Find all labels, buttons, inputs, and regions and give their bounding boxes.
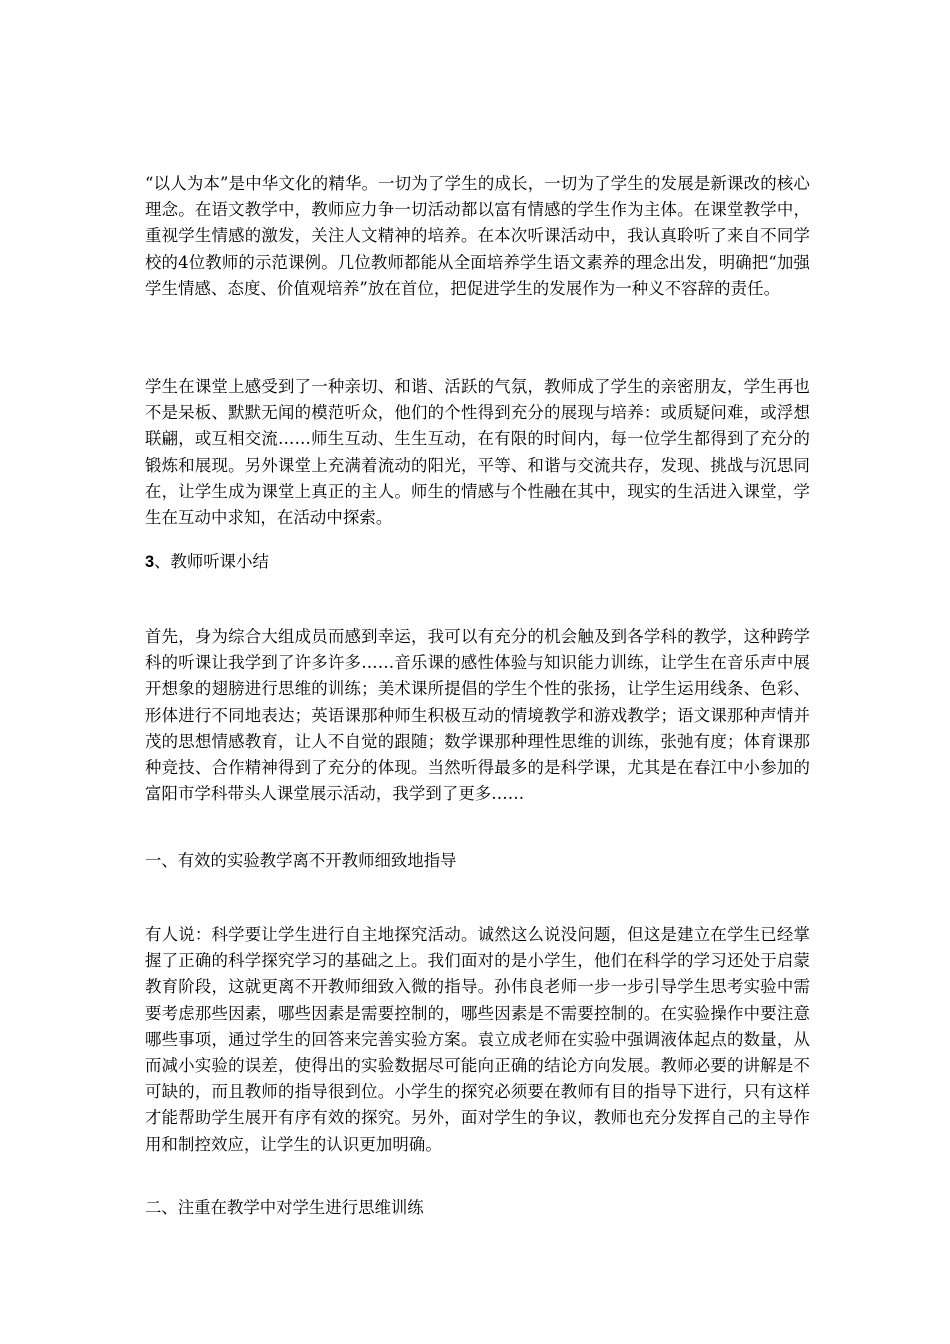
- subheading-thinking-training: 二、注重在教学中对学生进行思维训练: [145, 1198, 424, 1217]
- paragraph-cross-subject: 首先，身为综合大组成员而感到幸运，我可以有充分的机会触及到各学科的教学，这种跨学科的听课让我学到了许多许多……音乐课的感性体验与知识能力训练，让学生在音乐声中展开想象的翅膀进行思维的训练；美术课所提倡的学生个性的张扬，让学生运用线条、色彩、形体进行不同地表达；英语课那种师生积极互动的情境教学和游戏教学；语文课那种声情并茂的思想情感教育，让人不自觉的跟随；数学课那种理性思维的训练，张弛有度；体育课那种竞技、合作精神得到了充分的体现。当然听得最多的是科学课，尤其是在春江中小参加的富阳市学科带头人课堂展示活动，我学到了更多……: [145, 627, 810, 804]
- section-number: 3: [145, 553, 155, 571]
- subheading-experiment-guidance: 一、有效的实验教学离不开教师细致地指导: [145, 851, 457, 870]
- paragraph-people-oriented: “以人为本”是中华文化的精华。一切为了学生的成长，一切为了学生的发展是新课改的核心理念。在语文教学中，教师应力争一切活动都以富有情感的学生作为主体。在课堂教学中，重视学生情感的激发，关注人文精神的培养。在本次听课活动中，我认真聆听了来自不同学校的4位教师的示范课例。几位教师都能从全面培养学生语文素养的理念出发，明确把“加强学生情感、态度、价值观培养”放在首位，把促进学生的发展作为一种义不容辞的责任。: [145, 174, 810, 298]
- section-heading-3: [145, 549, 269, 575]
- paragraph-classroom-atmosphere: 学生在课堂上感受到了一种亲切、和谐、活跃的气氛，教师成了学生的亲密朋友，学生再也不是呆板、默默无闻的模范听众，他们的个性得到充分的展现与培养：或质疑问难，或浮想联翩，或互相交流……师生互动、生生互动，在有限的时间内，每一位学生都得到了充分的锻炼和展现。另外课堂上充满着流动的阳光，平等、和谐与交流共存，发现、挑战与沉思同在，让学生成为课堂上真正的主人。师生的情感与个性融在其中，现实的生活进入课堂，学生在互动中求知，在活动中探索。: [145, 377, 810, 528]
- section-title: 、教师听课小结: [154, 552, 269, 571]
- paragraph-science-inquiry: 有人说：科学要让学生进行自主地探究活动。诚然这么说没问题，但这是建立在学生已经掌握了正确的科学探究学习的基础之上。我们面对的是小学生，他们在科学的学习还处于启蒙教育阶段，这就更离不开教师细致入微的指导。孙伟良老师一步一步引导学生思考实验中需要考虑那些因素，哪些因素是需要控制的，哪些因素是不需要控制的。在实验操作中要注意哪些事项，通过学生的回答来完善实验方案。袁立成老师在实验中强调液体起点的数量，从而减小实验的误差，使得出的实验数据尽可能向正确的结论方向发展。教师必要的讲解是不可缺的，而且教师的指导很到位。小学生的探究必须要在教师有目的指导下进行，只有这样才能帮助学生展开有序有效的探究。另外，面对学生的争议，教师也充分发挥自己的主导作用和制控效应，让学生的认识更加明确。: [145, 925, 810, 1154]
